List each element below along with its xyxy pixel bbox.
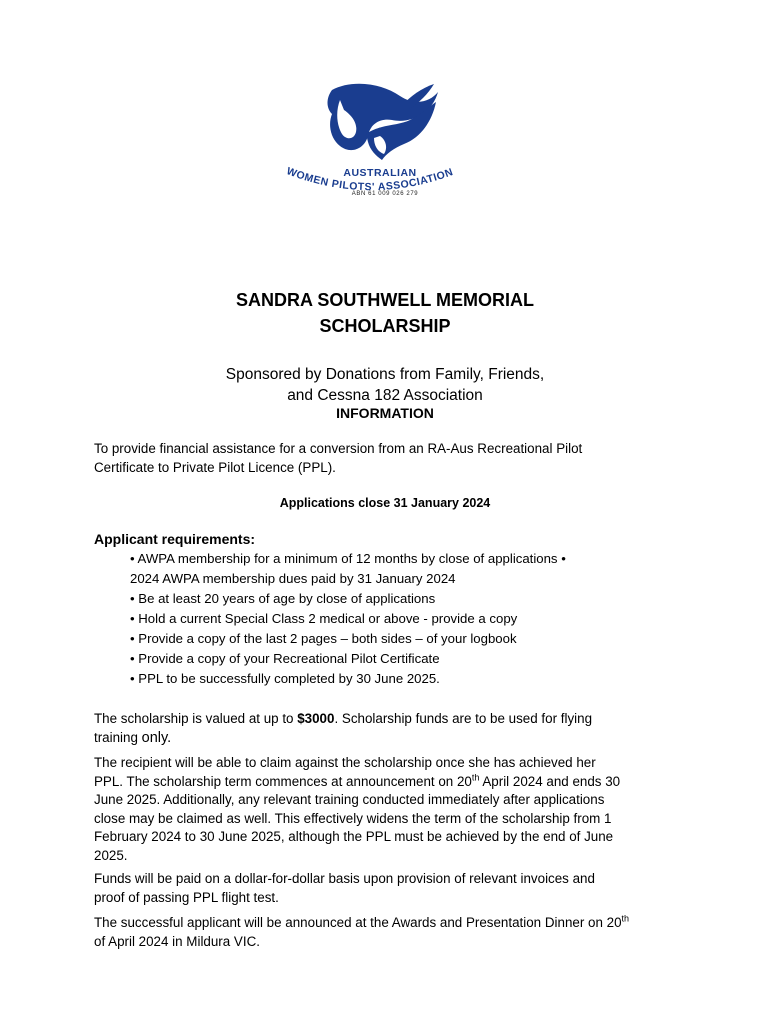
purpose-line-1: To provide financial assistance for a conversion from an RA-Aus Recreational Pilot bbox=[94, 441, 583, 456]
claim-line-2a: PPL. The scholarship term commences at announcement on 20 bbox=[94, 773, 472, 789]
requirement-item: • AWPA membership for a minimum of 12 months by close of applications • bbox=[130, 551, 566, 566]
scholarship-amount: $3000 bbox=[297, 711, 335, 726]
claim-line: February 2024 to 30 June 2025, although the PPL must be achieved by the end of June bbox=[94, 829, 614, 844]
title-line-2: SCHOLARSHIP bbox=[319, 316, 451, 336]
funds-line-2: proof of passing PPL flight test. bbox=[94, 889, 279, 905]
value-text-post: . Scholarship funds are to be used for flying bbox=[334, 711, 593, 726]
title-line-1: SANDRA SOUTHWELL MEMORIAL bbox=[236, 290, 534, 310]
claim-line: 2025. bbox=[94, 847, 128, 863]
claim-line: close may be claimed as well. This effectively widens the term of the scholarship from 1 bbox=[94, 810, 612, 826]
requirements-list bbox=[130, 549, 630, 689]
requirements-heading: Applicant requirements: bbox=[94, 531, 256, 547]
value-line-1 bbox=[94, 710, 674, 729]
requirement-item: • Be at least 20 years of age by close of applications bbox=[130, 591, 436, 606]
claim-line: The recipient will be able to claim against the scholarship once she has achieved her bbox=[94, 755, 596, 770]
requirement-item: • Provide a copy of your Recreational Pilot Certificate bbox=[130, 651, 440, 666]
requirement-item: • Hold a current Special Class 2 medical or above - provide a copy bbox=[130, 611, 518, 626]
announce-line-2: of April 2024 in Mildura VIC. bbox=[94, 933, 260, 949]
logo-word-pilots: PILOTS' bbox=[330, 177, 376, 194]
value-line-2 bbox=[94, 729, 674, 748]
claim-line: June 2025. Additionally, any relevant training conducted immediately after applications bbox=[94, 792, 605, 807]
abn-number: ABN 61 009 026 279 bbox=[351, 191, 419, 197]
page-title bbox=[0, 287, 770, 339]
claim-paragraph bbox=[94, 754, 674, 865]
announce-line-1 bbox=[94, 914, 674, 933]
value-paragraph bbox=[94, 710, 674, 747]
value-text-training: training bbox=[94, 729, 142, 745]
announcement-paragraph bbox=[94, 914, 674, 951]
value-text-pre: The scholarship is valued at up to bbox=[94, 711, 298, 726]
logo-word-association: ASSOCIATION bbox=[377, 166, 455, 194]
funds-paragraph bbox=[94, 870, 674, 907]
logo-word-australian: AUSTRALIAN bbox=[343, 167, 417, 179]
purpose-paragraph bbox=[94, 440, 674, 477]
requirement-item: 2024 AWPA membership dues paid by 31 January 2024 bbox=[130, 571, 456, 586]
sponsor-text bbox=[0, 364, 770, 406]
funds-line-1: Funds will be paid on a dollar-for-dollar basis upon provision of relevant invoices and bbox=[94, 871, 595, 886]
requirement-item: • Provide a copy of the last 2 pages – both sides – of your logbook bbox=[130, 631, 517, 646]
purpose-line-2: Certificate to Private Pilot Licence (PPL). bbox=[94, 459, 336, 475]
logo-word-women: WOMEN bbox=[284, 165, 330, 189]
requirement-item: • PPL to be successfully completed by 30 June 2025. bbox=[130, 671, 440, 686]
ordinal-suffix: th bbox=[621, 913, 630, 924]
claim-line-2b: April 2024 and ends 30 bbox=[479, 773, 621, 789]
applications-close-notice: Applications close 31 January 2024 bbox=[279, 496, 491, 510]
info-heading: INFORMATION bbox=[336, 405, 434, 421]
ordinal-suffix: th bbox=[471, 772, 480, 783]
value-text-only: only. bbox=[141, 729, 172, 746]
sponsor-line-1: Sponsored by Donations from Family, Friends, bbox=[225, 366, 545, 383]
announce-line-1a: The successful applicant will be announced at the Awards and Presentation Dinner on 20 bbox=[94, 915, 622, 930]
claim-line bbox=[94, 773, 674, 792]
sponsor-line-2: and Cessna 182 Association bbox=[287, 387, 483, 404]
